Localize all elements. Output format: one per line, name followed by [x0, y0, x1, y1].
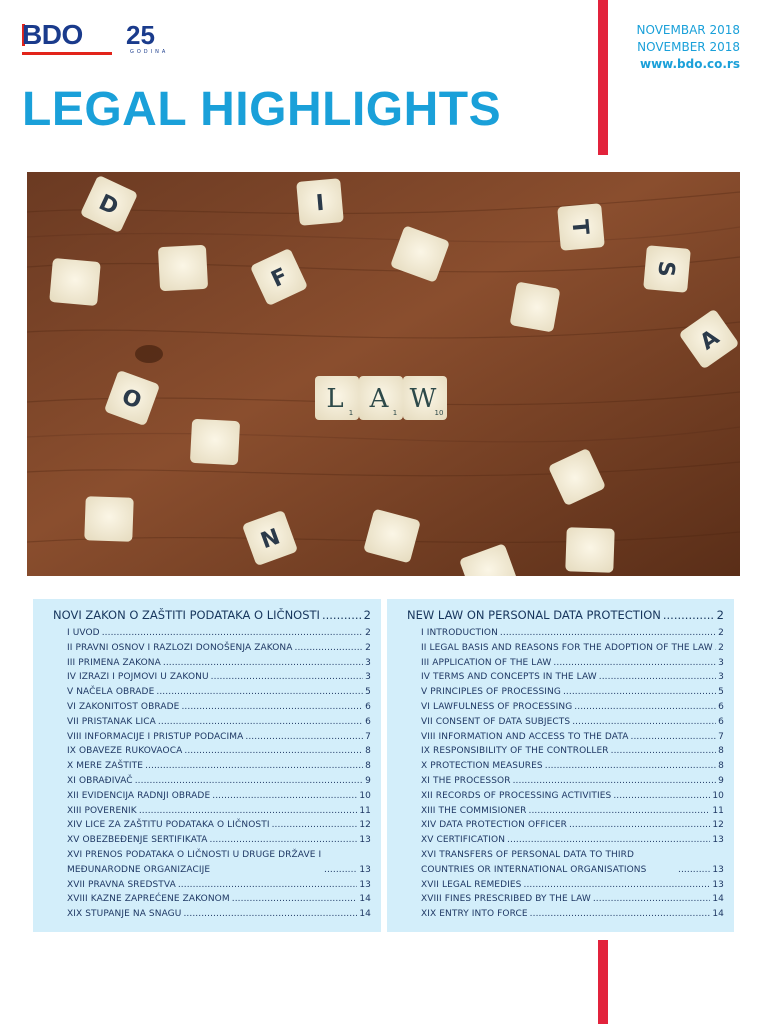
- svg-text:D: D: [94, 190, 122, 221]
- toc-item-page: 5: [365, 687, 371, 698]
- toc-item-page: 6: [718, 716, 724, 727]
- toc-item-label: IX OBAVEZE RUKOVAOCA: [67, 746, 183, 757]
- toc-item-label: XIII POVERENIK: [67, 805, 137, 816]
- toc-item-label: X PROTECTION MEASURES: [421, 761, 543, 772]
- toc-item-label: III APPLICATION OF THE LAW: [421, 657, 552, 668]
- toc-item-page: 7: [365, 731, 371, 742]
- toc-item-page: 13: [712, 835, 724, 846]
- date-english: NOVEMBER 2018: [637, 40, 740, 54]
- toc-item-label: X MERE ZAŠTITE: [67, 761, 144, 772]
- toc-item-page: 14: [359, 894, 371, 905]
- toc-item-label: XIX STUPANJE NA SNAGU: [67, 909, 182, 920]
- toc-leader-dots: [663, 607, 715, 623]
- toc-heading-english[interactable]: [407, 607, 724, 623]
- blank-tile: [84, 496, 134, 542]
- blank-tile: [190, 419, 240, 465]
- bdo-logo: [22, 18, 172, 58]
- toc-item-page: 3: [365, 672, 371, 683]
- date-serbian: NOVEMBAR 2018: [636, 23, 740, 37]
- toc-item-page: 12: [712, 820, 724, 831]
- toc-leader-dots: [322, 607, 362, 623]
- toc-item-page: 11: [359, 805, 371, 816]
- toc-item-page: 13: [712, 879, 724, 890]
- toc-item[interactable]: [407, 656, 724, 671]
- svg-text:T: T: [566, 218, 593, 236]
- toc-item[interactable]: [53, 730, 371, 745]
- toc-item-page: 12: [359, 820, 371, 831]
- website-link[interactable]: www.bdo.co.rs: [639, 57, 740, 71]
- toc-heading-page: 2: [716, 608, 724, 622]
- letter-tile-s: [643, 245, 691, 293]
- toc-leader-dots: [324, 863, 357, 878]
- toc-item[interactable]: [53, 892, 371, 907]
- toc-leader-dots: [599, 670, 716, 685]
- toc-list-english: [407, 626, 724, 922]
- toc-item[interactable]: [53, 848, 371, 878]
- toc-leader-dots: [545, 759, 716, 774]
- toc-item-page: 13: [712, 864, 724, 875]
- toc-item[interactable]: [53, 759, 371, 774]
- toc-item-label: I INTRODUCTION: [421, 628, 498, 638]
- toc-serbian: [33, 599, 381, 932]
- page-title: LEGAL HIGHLIGHTS: [22, 83, 502, 136]
- toc-item[interactable]: [53, 656, 371, 671]
- toc-leader-dots: [553, 656, 716, 671]
- toc-item-label: XVI PRENOS PODATAKA O LIČNOSTI U DRUGE DRŽAVE I MEĐUNARODNE ORGANIZACIJE: [67, 849, 322, 875]
- toc-leader-dots: [163, 656, 363, 671]
- svg-text:A: A: [695, 325, 725, 356]
- toc-item[interactable]: [53, 626, 371, 641]
- toc-leader-dots: [631, 730, 717, 745]
- toc-item-page: 7: [718, 731, 724, 742]
- law-tile: [359, 376, 403, 420]
- toc-heading-page: 2: [363, 608, 371, 622]
- toc-leader-dots: [572, 715, 716, 730]
- toc-item-page: 2: [365, 628, 371, 638]
- toc-item-page: 11: [712, 805, 724, 816]
- law-tile: [315, 376, 359, 420]
- toc-heading-label: NEW LAW ON PERSONAL DATA PROTECTION: [407, 608, 661, 622]
- red-accent-line-top: [598, 0, 608, 155]
- toc-item[interactable]: [53, 878, 371, 893]
- toc-item-page: 6: [718, 701, 724, 712]
- toc-item[interactable]: [53, 804, 371, 819]
- law-tile-points: 1: [392, 409, 398, 417]
- toc-item-page: 9: [365, 775, 371, 786]
- toc-item-page: 13: [359, 879, 371, 890]
- toc-item[interactable]: [53, 774, 371, 789]
- toc-heading-serbian[interactable]: [53, 607, 371, 623]
- toc-item-label: XVII PRAVNA SREDSTVA: [67, 879, 176, 890]
- toc-leader-dots: [178, 878, 358, 893]
- toc-item-label: XIX ENTRY INTO FORCE: [421, 909, 528, 920]
- letter-tile-p: [510, 282, 561, 333]
- blank-tile: [565, 527, 615, 573]
- wood-knot: [135, 345, 163, 363]
- toc-item-page: 9: [718, 775, 724, 786]
- toc-leader-dots: [574, 700, 716, 715]
- toc-item-label: III PRIMENA ZAKONA: [67, 657, 161, 668]
- toc-item[interactable]: [407, 670, 724, 685]
- toc-leader-dots: [158, 715, 363, 730]
- toc-leader-dots: [272, 818, 358, 833]
- law-tile-letter: A: [369, 384, 389, 414]
- law-tile-points: 10: [434, 409, 444, 417]
- svg-text:O: O: [118, 384, 145, 415]
- toc-leader-dots: [569, 818, 710, 833]
- toc-item-label: I UVOD: [67, 628, 100, 638]
- toc-item-label: XII EVIDENCIJA RADNJI OBRADE: [67, 790, 211, 801]
- toc-leader-dots: [715, 641, 716, 656]
- toc-item-label: XIV LICE ZA ZAŠTITU PODATAKA O LIČNOSTI: [67, 820, 270, 831]
- toc-item-page: 8: [718, 746, 724, 757]
- toc-heading-label: NOVI ZAKON O ZAŠTITI PODATAKA O LIČNOSTI: [53, 608, 320, 622]
- toc-leader-dots: [523, 878, 710, 893]
- toc-item[interactable]: [53, 700, 371, 715]
- toc-leader-dots: [528, 804, 710, 819]
- toc-leader-dots: [135, 774, 363, 789]
- toc-item-label: II PRAVNI OSNOV I RAZLOZI DONOŠENJA ZAKONA: [67, 642, 293, 653]
- toc-item[interactable]: [53, 789, 371, 804]
- law-tile-letter: W: [409, 384, 437, 414]
- toc-item-page: 10: [712, 790, 724, 801]
- toc-item-label: VIII INFORMATION AND ACCESS TO THE DATA: [421, 731, 629, 742]
- toc-item[interactable]: [53, 818, 371, 833]
- toc-item-label: VII PRISTANAK LICA: [67, 716, 156, 727]
- toc-item[interactable]: [407, 730, 724, 745]
- toc-item[interactable]: [53, 907, 371, 922]
- toc-item-label: V NAČELA OBRADE: [67, 687, 155, 698]
- toc-leader-dots: [212, 789, 357, 804]
- toc-item-page: 3: [718, 672, 724, 683]
- toc-item[interactable]: [53, 715, 371, 730]
- toc-item-page: 8: [718, 761, 724, 772]
- toc-item-page: 5: [718, 687, 724, 698]
- toc-item-label: XVIII FINES PRESCRIBED BY THE LAW: [421, 894, 591, 905]
- toc-item-page: 8: [365, 761, 371, 772]
- toc-leader-dots: [102, 626, 363, 641]
- toc-item-page: 3: [365, 657, 371, 668]
- toc-item[interactable]: [407, 759, 724, 774]
- toc-item-label: II LEGAL BASIS AND REASONS FOR THE ADOPTION OF THE LAW: [421, 642, 713, 653]
- law-tile: [403, 376, 447, 420]
- toc-item-page: 6: [365, 701, 371, 712]
- toc-item-label: XVII LEGAL REMEDIES: [421, 879, 522, 890]
- toc-item[interactable]: [407, 848, 724, 878]
- toc-item-label: VII CONSENT OF DATA SUBJECTS: [421, 716, 571, 727]
- blank-tile: [158, 245, 208, 291]
- toc-leader-dots: [613, 789, 710, 804]
- toc-leader-dots: [245, 730, 363, 745]
- toc-item-page: 2: [718, 642, 724, 653]
- toc-leader-dots: [500, 626, 716, 641]
- toc-item-page: 3: [718, 657, 724, 668]
- toc-item[interactable]: [53, 670, 371, 685]
- toc-leader-dots: [156, 685, 363, 700]
- toc-leader-dots: [183, 907, 357, 922]
- toc-item-page: 6: [365, 716, 371, 727]
- toc-item[interactable]: [407, 789, 724, 804]
- toc-item[interactable]: [407, 626, 724, 641]
- toc-leader-dots: [295, 641, 364, 656]
- toc-item[interactable]: [407, 715, 724, 730]
- logo-underline: [22, 52, 112, 55]
- toc-item[interactable]: [53, 641, 371, 656]
- toc-item-page: 2: [718, 628, 724, 638]
- logo-anniversary: 25: [126, 20, 155, 50]
- toc-item-label: XIV DATA PROTECTION OFFICER: [421, 820, 567, 831]
- letter-tile-t: [557, 203, 605, 251]
- red-accent-line-bottom: [598, 940, 608, 1024]
- toc-item-label: XIII THE COMMISIONER: [421, 805, 527, 816]
- toc-item-label: XI THE PROCESSOR: [421, 775, 511, 786]
- toc-item-page: 14: [359, 909, 371, 920]
- toc-item[interactable]: [407, 641, 724, 656]
- toc-item[interactable]: [53, 685, 371, 700]
- toc-item-page: 13: [359, 835, 371, 846]
- toc-leader-dots: [507, 833, 710, 848]
- toc-item-label: XII RECORDS OF PROCESSING ACTIVITIES: [421, 790, 612, 801]
- law-tile-points: 1: [348, 409, 354, 417]
- toc-item[interactable]: [407, 804, 724, 819]
- toc-item[interactable]: [407, 774, 724, 789]
- logo-text: BDO: [22, 19, 83, 50]
- toc-item-label: IV TERMS AND CONCEPTS IN THE LAW: [421, 672, 597, 683]
- toc-item[interactable]: [407, 744, 724, 759]
- toc-item-label: VI ZAKONITOST OBRADE: [67, 701, 180, 712]
- toc-item-page: 10: [359, 790, 371, 801]
- toc-item-page: 2: [365, 642, 371, 653]
- toc-item-label: V PRINCIPLES OF PROCESSING: [421, 687, 561, 698]
- toc-leader-dots: [210, 833, 358, 848]
- svg-text:F: F: [267, 263, 292, 293]
- toc-item[interactable]: [407, 907, 724, 922]
- toc-item-page: 8: [365, 746, 371, 757]
- toc-list-serbian: [53, 626, 371, 922]
- toc-leader-dots: [211, 670, 364, 685]
- toc-leader-dots: [145, 759, 363, 774]
- toc-item-label: XVI TRANSFERS OF PERSONAL DATA TO THIRD COUNTRIES OR INTERNATIONAL ORGANISATIONS: [421, 849, 647, 875]
- toc-item-label: IV IZRAZI I POJMOVI U ZAKONU: [67, 672, 209, 683]
- toc-item[interactable]: [407, 700, 724, 715]
- cover-photo: [27, 172, 740, 576]
- letter-tile-i: [296, 178, 344, 226]
- toc-leader-dots: [611, 744, 717, 759]
- toc-item-label: XI OBRAĐIVAČ: [67, 775, 133, 786]
- toc-item-label: VI LAWFULNESS OF PROCESSING: [421, 701, 573, 712]
- toc-item-label: XV OBEZBEĐENJE SERTIFIKATA: [67, 835, 208, 846]
- toc-item-label: XV CERTIFICATION: [421, 835, 506, 846]
- law-tile-letter: L: [326, 384, 344, 414]
- toc-item-page: 13: [359, 864, 371, 875]
- toc-leader-dots: [181, 700, 363, 715]
- toc-item-label: XVIII KAZNE ZAPREĆENE ZAKONOM: [67, 894, 230, 905]
- toc-leader-dots: [232, 892, 358, 907]
- toc-item[interactable]: [407, 833, 724, 848]
- header-meta: [637, 22, 741, 73]
- toc-item-page: 14: [712, 894, 724, 905]
- toc-leader-dots: [184, 744, 363, 759]
- toc-item-label: IX RESPONSIBILITY OF THE CONTROLLER: [421, 746, 609, 757]
- toc-item[interactable]: [53, 833, 371, 848]
- toc-leader-dots: [513, 774, 717, 789]
- toc-leader-dots: [593, 892, 711, 907]
- toc-item-label: VIII INFORMACIJE I PRISTUP PODACIMA: [67, 731, 244, 742]
- toc-item-page: 14: [712, 909, 724, 920]
- toc-item[interactable]: [53, 744, 371, 759]
- svg-text:N: N: [257, 524, 284, 555]
- toc-leader-dots: [563, 685, 716, 700]
- toc-english: [387, 599, 734, 932]
- logo-anniversary-sub: GODINA: [130, 49, 169, 55]
- blank-tile: [49, 258, 101, 306]
- svg-text:S: S: [652, 259, 679, 278]
- toc-leader-dots: [139, 804, 358, 819]
- toc-item[interactable]: [407, 685, 724, 700]
- toc-item[interactable]: [407, 878, 724, 893]
- law-tiles: [315, 376, 447, 420]
- toc-item[interactable]: [407, 892, 724, 907]
- svg-text:I: I: [314, 190, 326, 217]
- toc-leader-dots: [678, 863, 710, 878]
- toc-item[interactable]: [407, 818, 724, 833]
- toc-leader-dots: [530, 907, 711, 922]
